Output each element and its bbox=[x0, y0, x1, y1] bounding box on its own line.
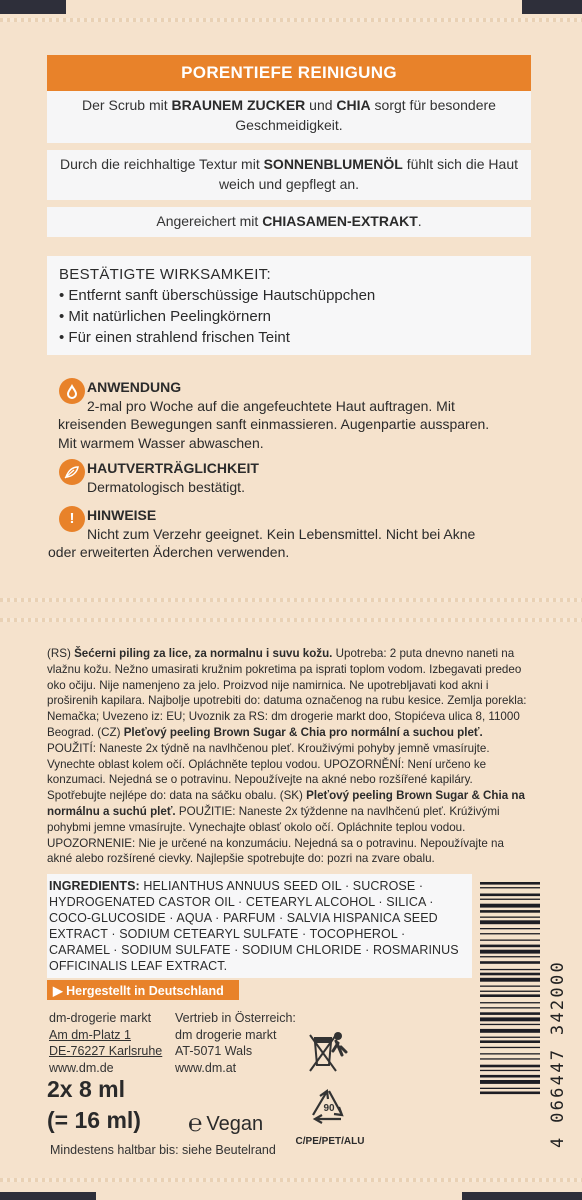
manufacturer-address: dm-drogerie markt Am dm-Platz 1 DE-76227 Karlsruhe www.dm.de bbox=[49, 1011, 163, 1075]
notes-line: oder erweiterten Äderchen verwenden. bbox=[48, 544, 290, 560]
corner-mark bbox=[0, 1192, 96, 1200]
notes-line: Nicht zum Verzehr geeignet. Kein Lebensmittel. Nicht bei Akne bbox=[87, 525, 476, 542]
barcode-bar bbox=[480, 887, 540, 888]
barcode-bar bbox=[480, 1058, 540, 1059]
usage-title: ANWENDUNG bbox=[87, 379, 182, 395]
barcode-bar bbox=[480, 991, 540, 992]
barcode-bar bbox=[480, 1092, 540, 1095]
ingredients-list: HELIANTHUS ANNUUS SEED OIL · SUCROSE · HYDROGENATED CASTOR OIL · CETEARYL ALCOHOL · SILICA · COCO-GLUCOSIDE · AQUA · PARFUM · SALVIA HISPANICA SEED EXTRACT · SODIUM CETEARYL SULFATE · TOCOPHEROL · CARAMEL · SODIUM SULFATE · SODIUM CHLORIDE · ROSMARINUS OFFICINALIS LEAF EXTRACT. bbox=[49, 879, 459, 973]
country-code-rs: (RS) bbox=[47, 647, 71, 660]
recycle-code: 90 bbox=[323, 1103, 335, 1114]
warning-icon: ! bbox=[59, 506, 85, 532]
barcode bbox=[480, 880, 540, 1150]
country-code-sk: (SK) bbox=[279, 789, 303, 803]
tolerance-text: Dermatologisch bestätigt. bbox=[87, 478, 245, 495]
legal-text: (RS) Šećerni piling za lice, za normalnu i suvu kožu. Upotreba: 2 puta dnevno naneti na vlažnu kožu. Nežno umasirati kružnim pokretima pa isprati toplom vodom. Izbegavati predeo oko očiju. Nije namenjeno za jelo. Proizvod nije namirnica. Ne upotrebljavati kod akni i proširenih kapilara. Najbolje upotrebiti do: datuma označenog na rubu kesice. Zemlja porekla: Nemačka; Uvezeno iz: EU; Uvoznik za RS: dm drogerie markt doo, Stopićeva ulica 8, 11000 Beograd. (CZ) Pleťový peeling Brown Sugar & Chia pro normální a suchou pleť. POUŽITÍ: Naneste 2x týdně na navlhčenou pleť. Krouživými pohyby jemně vmasírujte. Vynechte oblast kolem očí. Opláchněte teplou vodou. UPOZORNĚNÍ: Není určeno ke konzumaci. Nejedná se o potravinu. Nepoužívejte na akné nebo rozšířené kapiláry. Spotřebujte nejlépe do: data na sáčku obalu. (SK) Pleťový peeling Brown Sugar & Chia na normálnu a suchú pleť. POUŽITIE: Naneste 2x týždenne na navlhčenú pleť. Krúživými pohybmi jemne vmasírujte. Vynechajte oblasť okolo očí. Opláchnite teplou vodou. UPOZORNENIE: Nie je určené na konzumáciu. Nejedná sa o potravinu. Nepoužívajte na akné alebo rozšírené cievky. Najlepšie spotrebujte do: pozri na zvare obalu. bbox=[47, 647, 527, 866]
corner-mark bbox=[0, 0, 66, 14]
recycle-label: C/PE/PET/ALU bbox=[295, 1136, 365, 1147]
vegan-label: ℮ Vegan bbox=[188, 1110, 264, 1137]
usage-line: Mit warmem Wasser abwaschen. bbox=[58, 434, 264, 451]
efficacy-panel bbox=[47, 256, 531, 355]
barcode-bar bbox=[480, 917, 540, 918]
made-in-badge: ▶ Hergestellt in Deutschland bbox=[47, 980, 239, 1000]
barcode-bar bbox=[480, 956, 540, 957]
feather-icon bbox=[59, 459, 85, 485]
tolerance-title: HAUTVERTRÄGLICHKEIT bbox=[87, 460, 259, 476]
section-header: PORENTIEFE REINIGUNG bbox=[47, 55, 531, 91]
best-before: Mindestens haltbar bis: siehe Beutelrand bbox=[50, 1143, 276, 1157]
barcode-bar bbox=[480, 1088, 540, 1089]
barcode-bar bbox=[480, 994, 540, 997]
barcode-bar bbox=[480, 945, 540, 948]
barcode-bar bbox=[480, 928, 540, 929]
barcode-bar bbox=[480, 1007, 540, 1008]
claim-sunflower-oil: Durch die reichhaltige Textur mit SONNENBLUMENÖL fühlt sich die Haut weich und gepflegt an. bbox=[47, 150, 531, 200]
tear-line bbox=[0, 598, 582, 602]
barcode-bar bbox=[480, 1037, 540, 1038]
claims-section bbox=[47, 55, 531, 237]
barcode-bar bbox=[480, 961, 540, 964]
barcode-bar bbox=[480, 1047, 540, 1048]
ingredients-label: INGREDIENTS: bbox=[49, 879, 140, 893]
barcode-bar bbox=[480, 1024, 540, 1025]
efficacy-title: BESTÄTIGTE WIRKSAMKEIT: bbox=[59, 266, 271, 283]
barcode-bar bbox=[480, 986, 540, 987]
barcode-bar bbox=[480, 978, 540, 982]
corner-mark bbox=[522, 0, 582, 14]
usage-line: kreisenden Bewegungen sanft einmassieren. Augenpartie aussparen. bbox=[58, 416, 490, 432]
tear-line bbox=[0, 618, 582, 622]
barcode-bar bbox=[480, 1012, 540, 1015]
barcode-bar bbox=[480, 1040, 540, 1043]
drop-icon bbox=[59, 378, 85, 404]
country-code-cz: (CZ) bbox=[97, 725, 121, 739]
notes-title: HINWEISE bbox=[87, 507, 157, 523]
corner-mark bbox=[462, 1192, 582, 1200]
barcode-bar bbox=[480, 969, 540, 970]
distributor-address: Vertrieb in Österreich: dm drogerie markt AT-5071 Wals www.dm.at bbox=[175, 1011, 296, 1075]
barcode-bar bbox=[480, 940, 540, 941]
barcode-bar bbox=[480, 1002, 540, 1003]
efficacy-item: • Mit natürlichen Peelingkörnern bbox=[59, 308, 272, 325]
barcode-bar bbox=[480, 899, 540, 900]
usage-block bbox=[59, 378, 529, 452]
barcode-bar bbox=[480, 904, 540, 908]
efficacy-item: • Für einen strahlend frischen Teint bbox=[59, 329, 290, 346]
barcode-bar bbox=[480, 973, 540, 976]
barcode-bar bbox=[480, 1075, 540, 1078]
seal-edge bbox=[0, 1178, 582, 1182]
barcode-bar bbox=[480, 1070, 540, 1071]
net-quantity: 2x 8 ml (= 16 ml) bbox=[47, 1076, 141, 1133]
barcode-bar bbox=[480, 910, 540, 913]
tolerance-block bbox=[59, 459, 529, 496]
barcode-bar bbox=[480, 920, 540, 924]
claim-sugar-chia: Der Scrub mit BRAUNEM ZUCKER und CHIA sorgt für besondere Geschmeidigkeit. bbox=[47, 91, 531, 143]
barcode-bar bbox=[480, 894, 540, 897]
barcode-bar bbox=[480, 950, 540, 954]
barcode-bar bbox=[480, 1065, 540, 1068]
barcode-bar bbox=[480, 1080, 540, 1084]
barcode-bar bbox=[480, 882, 540, 885]
crossed-bin-icon bbox=[300, 1025, 352, 1077]
barcode-bar bbox=[480, 933, 540, 934]
barcode-digits: 4 066447 342000 bbox=[548, 959, 568, 1148]
notes-block bbox=[48, 506, 529, 562]
barcode-bar bbox=[480, 1029, 540, 1033]
ingredients-panel bbox=[47, 874, 472, 978]
barcode-bar bbox=[480, 1017, 540, 1021]
usage-line: 2-mal pro Woche auf die angefeuchtete Haut auftragen. Mit bbox=[87, 397, 455, 414]
claim-chia-extract: Angereichert mit CHIASAMEN-EXTRAKT. bbox=[47, 207, 531, 237]
barcode-bar bbox=[480, 1053, 540, 1054]
seal-edge bbox=[0, 18, 582, 22]
estimate-sign-icon: ℮ bbox=[188, 1110, 203, 1137]
recycle-icon bbox=[294, 1085, 364, 1137]
efficacy-item: • Entfernt sanft überschüssige Hautschüppchen bbox=[59, 287, 376, 304]
